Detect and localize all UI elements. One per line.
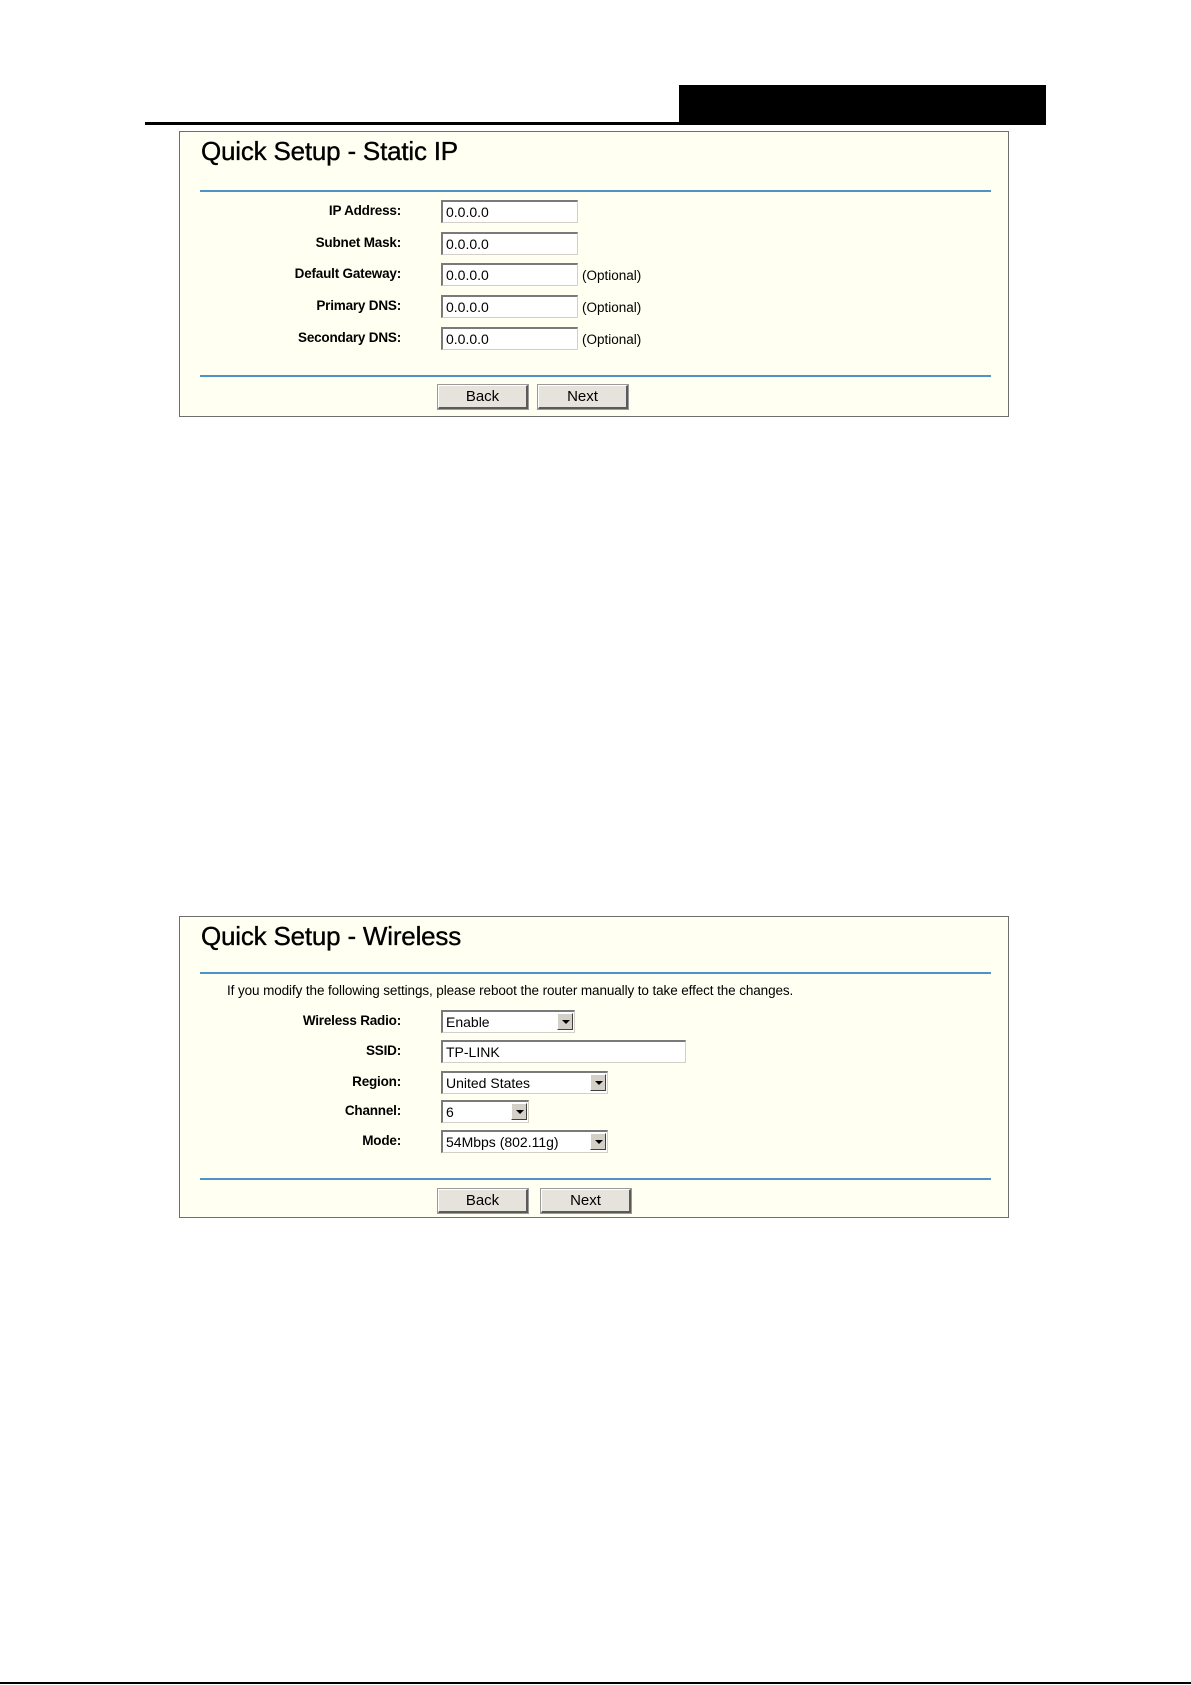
static-ip-top-divider [200,190,991,192]
chevron-down-icon[interactable] [590,1074,606,1091]
static-ip-title: Quick Setup - Static IP [201,136,458,166]
secondary-dns-label: Secondary DNS: [298,330,401,345]
wireless-radio-label: Wireless Radio: [302,1013,401,1028]
channel-value: 6 [446,1104,454,1120]
wireless-top-divider [200,972,991,974]
region-select[interactable] [441,1071,608,1094]
primary-dns-input[interactable]: 0.0.0.0 [441,295,578,318]
wireless-bottom-divider [200,1178,991,1180]
mode-select[interactable] [441,1130,608,1153]
footer-rule [0,1682,1191,1684]
default-gateway-optional-hint: (Optional) [582,268,642,283]
mode-value: 54Mbps (802.11g) [446,1134,559,1150]
secondary-dns-optional-hint: (Optional) [582,332,642,347]
region-value: United States [446,1075,531,1091]
ssid-label: SSID: [365,1043,401,1058]
chevron-down-icon[interactable] [511,1103,527,1120]
wireless-panel [179,916,1009,1218]
ssid-input[interactable]: TP-LINK [441,1040,686,1063]
ip-address-input[interactable]: 0.0.0.0 [441,200,578,223]
header-rule [145,122,1046,125]
header-black-tab [679,85,1046,123]
wireless-radio-value: Enable [446,1014,490,1030]
subnet-mask-label: Subnet Mask: [315,235,401,250]
subnet-mask-input[interactable]: 0.0.0.0 [441,232,578,255]
ip-address-label: IP Address: [328,203,401,218]
static-ip-bottom-divider [200,375,991,377]
chevron-down-icon[interactable] [557,1013,573,1030]
mode-label: Mode: [362,1133,401,1148]
next-button[interactable]: Next [538,385,628,409]
back-button[interactable]: Back [438,385,528,409]
chevron-down-icon[interactable] [590,1133,606,1150]
primary-dns-label: Primary DNS: [316,298,401,313]
static-ip-panel [179,131,1009,417]
wireless-radio-select[interactable] [441,1010,575,1033]
channel-label: Channel: [344,1103,401,1118]
default-gateway-label: Default Gateway: [294,266,401,281]
back-button[interactable]: Back [438,1189,528,1213]
primary-dns-optional-hint: (Optional) [582,300,642,315]
default-gateway-input[interactable]: 0.0.0.0 [441,263,578,286]
reboot-notice: If you modify the following settings, please reboot the router manually to take effect the changes. [227,983,794,998]
secondary-dns-input[interactable]: 0.0.0.0 [441,327,578,350]
wireless-title: Quick Setup - Wireless [201,921,462,951]
next-button[interactable]: Next [541,1189,631,1213]
region-label: Region: [352,1074,401,1089]
channel-select[interactable] [441,1100,529,1123]
